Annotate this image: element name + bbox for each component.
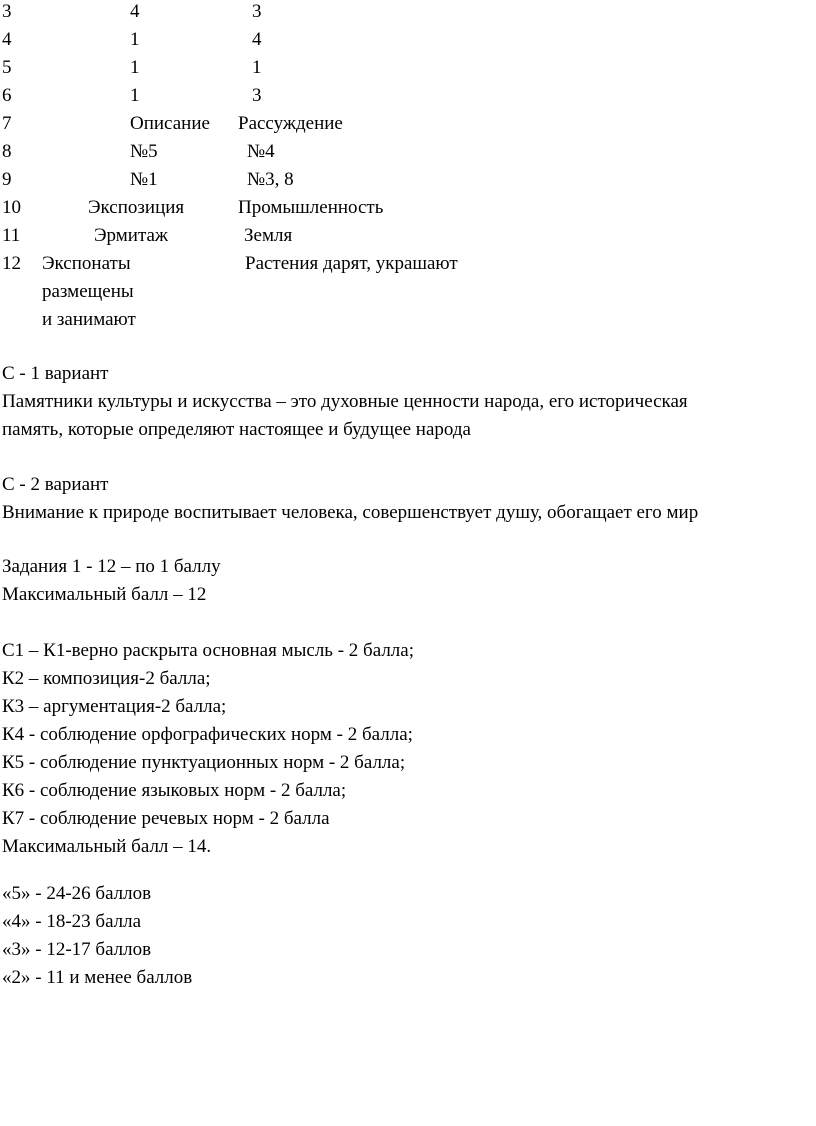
row-number: 12 xyxy=(2,253,21,274)
paragraph-line: Внимание к природе воспитывает человека, совершенствует душу, обогащает его мир xyxy=(2,502,699,523)
variant-1-answer: №5 xyxy=(130,141,158,162)
answer-row xyxy=(2,110,782,138)
criterion-line: К7 - соблюдение речевых норм - 2 балла xyxy=(2,808,330,829)
variant-2-answer: Рассуждение xyxy=(238,113,343,134)
variant-2-answer: №3, 8 xyxy=(247,169,294,190)
answer-line: Экспонаты xyxy=(42,253,131,274)
paragraph-line: Памятники культуры и искусства – это духовные ценности народа, его историческая xyxy=(2,391,688,412)
row-number: 11 xyxy=(2,225,21,246)
criterion-line: К2 – композиция-2 балла; xyxy=(2,668,211,689)
scoring-tasks: Задания 1 - 12 – по 1 баллу xyxy=(2,556,221,577)
grade-line: «3» - 12-17 баллов xyxy=(2,939,152,960)
answer-line: размещены xyxy=(42,281,134,302)
grade-line: «2» - 11 и менее баллов xyxy=(2,967,193,988)
criterion-line: С1 – К1-верно раскрыта основная мысль - 2 балла; xyxy=(2,640,414,661)
row-number: 5 xyxy=(2,57,12,78)
answer-line: и занимают xyxy=(42,309,136,330)
variant-2-answer: 4 xyxy=(252,29,262,50)
row-number: 4 xyxy=(2,29,12,50)
row-number: 7 xyxy=(2,113,12,134)
variant-2-answer: 3 xyxy=(252,85,262,106)
variant-1-answer: 4 xyxy=(130,1,140,22)
criterion-line: К5 - соблюдение пунктуационных норм - 2 балла; xyxy=(2,752,406,773)
variant-1-answer xyxy=(42,250,192,334)
scoring-section xyxy=(2,553,802,609)
variant-1-answer: 1 xyxy=(130,29,140,50)
variant-1-answer: №1 xyxy=(130,169,158,190)
row-number: 3 xyxy=(2,1,12,22)
variant-1-answer: Экспозиция xyxy=(88,197,185,218)
criterion-line: Максимальный балл – 14. xyxy=(2,836,212,857)
answer-row xyxy=(2,222,782,250)
criterion-line: К4 - соблюдение орфографических норм - 2 балла; xyxy=(2,724,413,745)
row-number: 8 xyxy=(2,141,12,162)
grades-section xyxy=(2,880,802,992)
variant-2-answer: 3 xyxy=(252,1,262,22)
answer-row xyxy=(2,54,782,82)
criterion-line: К6 - соблюдение языковых норм - 2 балла; xyxy=(2,780,347,801)
grade-line: «4» - 18-23 балла xyxy=(2,911,142,932)
variant-2-answer: Земля xyxy=(244,225,293,246)
section-heading: С - 1 вариант xyxy=(2,363,109,384)
row-number: 6 xyxy=(2,85,12,106)
variant-2-answer: №4 xyxy=(247,141,275,162)
variant-1-answer: 1 xyxy=(130,57,140,78)
variant-2-answer: 1 xyxy=(252,57,262,78)
variant-2-answer: Растения дарят, украшают xyxy=(245,253,458,274)
answer-row xyxy=(2,26,782,54)
paragraph-line: память, которые определяют настоящее и будущее народа xyxy=(2,419,471,440)
criterion-line: К3 – аргументация-2 балла; xyxy=(2,696,227,717)
answer-row xyxy=(2,138,782,166)
answer-row xyxy=(2,0,782,26)
variant-1-answer: Эрмитаж xyxy=(94,225,169,246)
answer-row xyxy=(2,166,782,194)
criteria-section xyxy=(2,637,802,861)
scoring-max: Максимальный балл – 12 xyxy=(2,584,207,605)
grade-line: «5» - 24-26 баллов xyxy=(2,883,152,904)
row-number: 9 xyxy=(2,169,12,190)
answer-row xyxy=(2,250,782,334)
answer-key-table xyxy=(2,0,782,334)
answer-row xyxy=(2,82,782,110)
row-number: 10 xyxy=(2,197,21,218)
variant-2-answer: Промышленность xyxy=(238,197,384,218)
variant-1-section xyxy=(2,360,802,444)
section-heading: С - 2 вариант xyxy=(2,474,109,495)
variant-1-answer: Описание xyxy=(130,113,210,134)
variant-2-section xyxy=(2,471,802,527)
answer-row xyxy=(2,194,782,222)
variant-1-answer: 1 xyxy=(130,85,140,106)
